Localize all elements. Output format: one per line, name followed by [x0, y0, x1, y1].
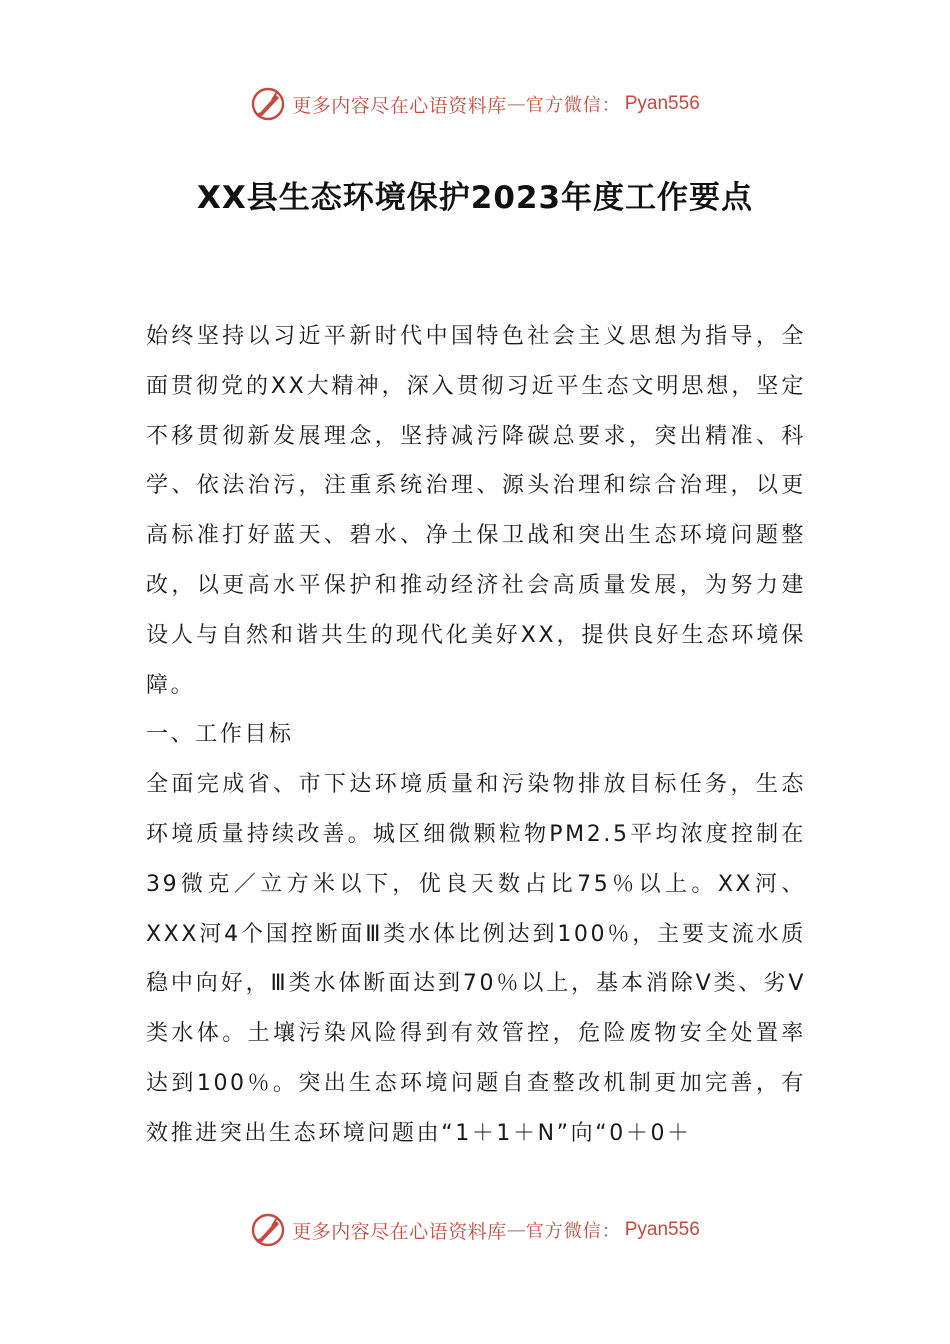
intro-paragraph: 始终坚持以习近平新时代中国特色社会主义思想为指导，全面贯彻党的XX大精神，深入贯彻习近平生态文明思想，坚定不移贯彻新发展理念，坚持减污降碳总要求，突出精准、科学、依法治污，注重系统治理、源头治理和综合治理，以更高标准打好蓝天、碧水、净土保卫战和突出生态环境问题整改，以更高水平保护和推动经济社会高质量发展，为努力建设人与自然和谐共生的现代化美好XX，提供良好生态环境保障。 — [146, 324, 806, 698]
watermark-separator: — — [506, 1219, 526, 1241]
watermark-contact-label: 官方微信： — [525, 1221, 621, 1242]
watermark-banner-top — [0, 84, 950, 124]
quill-pen-logo-icon — [250, 1212, 286, 1248]
document-body — [146, 312, 806, 1159]
watermark-contact-id: Pyan556 — [624, 93, 700, 114]
watermark-contact-id: Pyan556 — [624, 1219, 700, 1240]
watermark-text: 更多内容尽在心语资料库 — [292, 94, 507, 117]
watermark-text: 更多内容尽在心语资料库 — [292, 1220, 507, 1243]
section-heading-work-goals: 一、工作目标 — [146, 722, 294, 748]
watermark-separator: — — [506, 93, 526, 115]
document-title: XX县生态环境保护2023年度工作要点 — [196, 180, 754, 216]
watermark-banner-bottom — [0, 1210, 950, 1250]
work-goals-paragraph: 全面完成省、市下达环境质量和污染物排放目标任务，生态环境质量持续改善。城区细微颗粒物PM2.5平均浓度控制在39微克／立方米以下，优良天数占比75％以上。XX河、XXX河4个国控断面Ⅲ类水体比例达到100％，主要支流水质稳中向好，Ⅲ类水体断面达到70％以上，基本消除Ⅴ类、劣Ⅴ类水体。土壤污染风险得到有效管控，危险废物安全处置率达到100％。突出生态环境问题自查整改机制更加完善，有效推进突出生态环境问题由“1＋1＋N”向“0＋0＋ — [146, 772, 806, 1146]
quill-pen-logo-icon — [250, 86, 286, 122]
watermark-contact-label: 官方微信： — [525, 95, 621, 116]
